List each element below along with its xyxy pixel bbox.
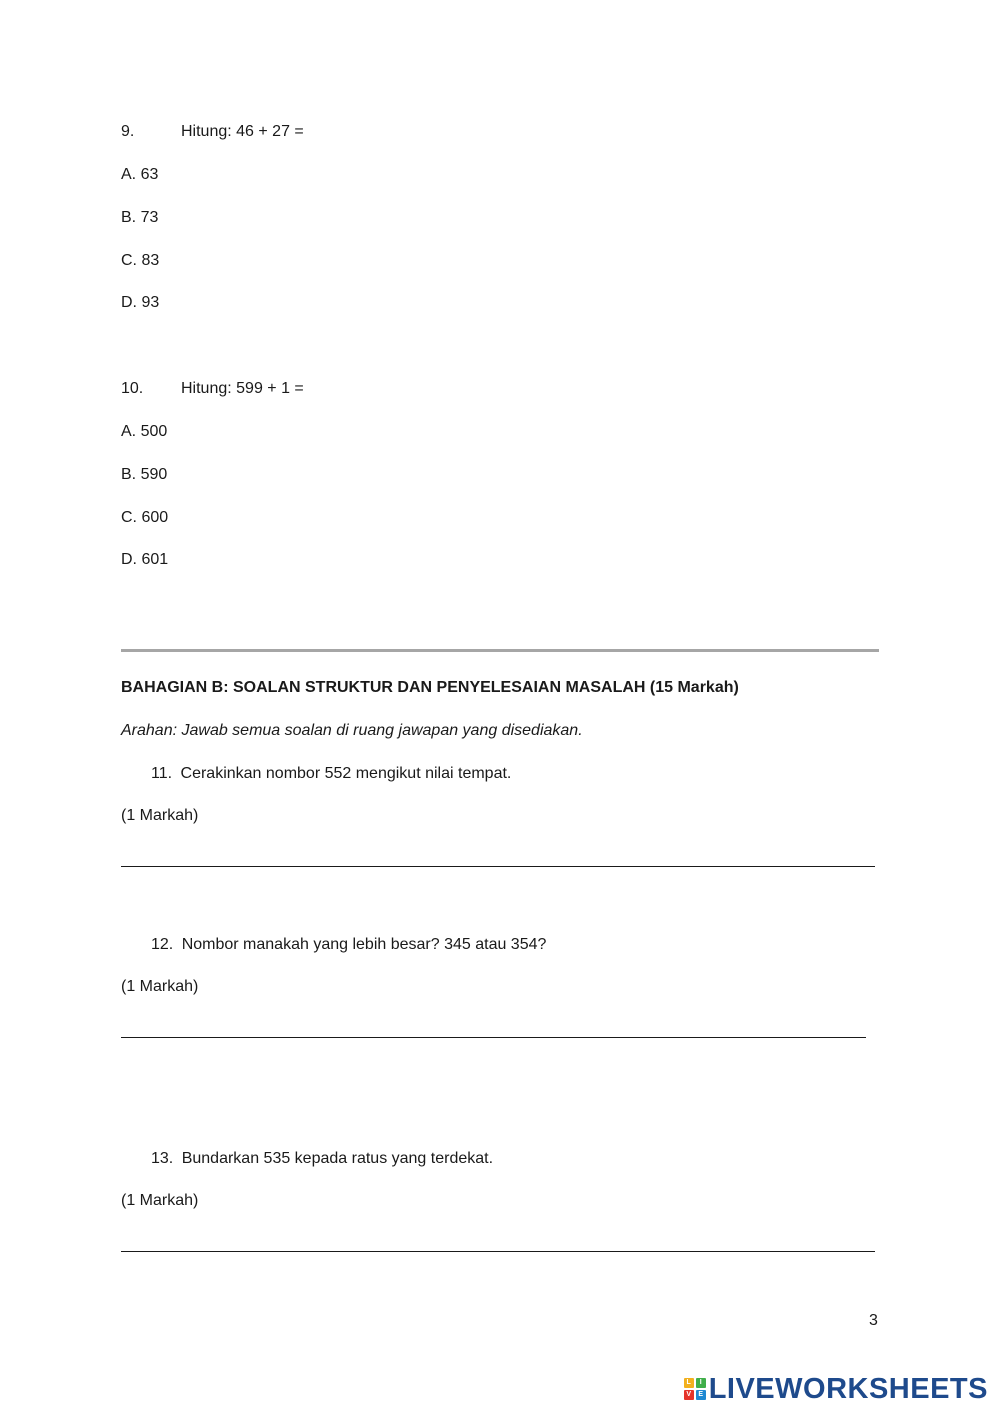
answer-line[interactable] [121, 866, 875, 867]
section-b-title: BAHAGIAN B: SOALAN STRUKTUR DAN PENYELESAIAN MASALAH (15 Markah) [121, 679, 739, 696]
question-stem: Hitung: 46 + 27 = [181, 123, 304, 140]
question-10 [0, 379, 1000, 399]
question-number: 10. [121, 380, 144, 397]
option-d[interactable]: D. 601 [121, 551, 169, 568]
logo-text: LIVEWORKSHEETS [708, 1372, 988, 1405]
question-number: 13. [151, 1150, 174, 1167]
question-text: Bundarkan 535 kepada ratus yang terdekat. [181, 1150, 494, 1167]
section-divider [121, 649, 879, 652]
liveworksheets-logo [684, 1372, 988, 1406]
question-number: 12. [151, 936, 174, 953]
option-b[interactable]: B. 590 [121, 466, 168, 483]
answer-line[interactable] [121, 1037, 866, 1038]
question-marks: (1 Markah) [121, 978, 199, 995]
question-text: Cerakinkan nombor 552 mengikut nilai tempat. [180, 765, 512, 782]
question-number: 11. [151, 765, 173, 782]
answer-line[interactable] [121, 1251, 875, 1252]
question-text: Nombor manakah yang lebih besar? 345 atau 354? [181, 936, 547, 953]
question-marks: (1 Markah) [121, 1192, 199, 1209]
section-b-instruction: Arahan: Jawab semua soalan di ruang jawapan yang disediakan. [121, 722, 583, 739]
question-9 [0, 122, 1000, 142]
question-stem: Hitung: 599 + 1 = [181, 380, 304, 397]
logo-badge-icon: L I V E [684, 1378, 706, 1400]
question-11 [151, 764, 511, 784]
option-a[interactable]: A. 63 [121, 166, 159, 183]
option-c[interactable]: C. 600 [121, 509, 169, 526]
option-c[interactable]: C. 83 [121, 252, 160, 269]
option-d[interactable]: D. 93 [121, 294, 160, 311]
option-b[interactable]: B. 73 [121, 209, 159, 226]
page-number: 3 [869, 1312, 878, 1329]
question-12 [151, 935, 546, 955]
question-number: 9. [121, 123, 135, 140]
question-marks: (1 Markah) [121, 807, 199, 824]
question-13 [151, 1149, 493, 1169]
option-a[interactable]: A. 500 [121, 423, 168, 440]
